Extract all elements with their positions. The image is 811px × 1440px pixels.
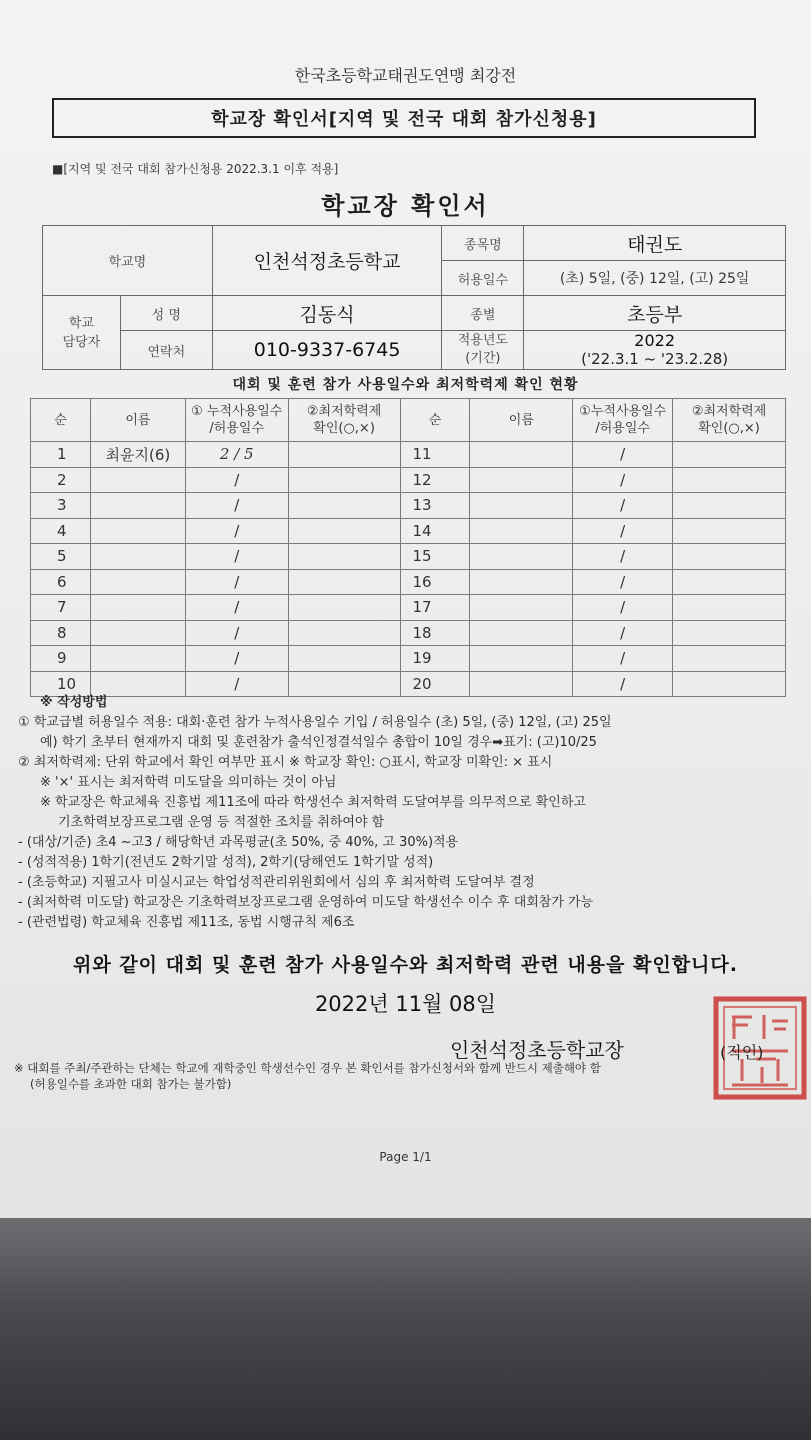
page-number: Page 1/1	[379, 1150, 432, 1164]
row-number-right: 20	[400, 671, 470, 697]
desk-surface	[0, 1218, 811, 1440]
days-used: /	[185, 646, 288, 672]
table-row	[31, 595, 786, 621]
event-value: 태권도	[524, 226, 786, 261]
header-grade: ②최저학력제 확인(○,×)	[288, 399, 400, 442]
row-number-right: 11	[400, 442, 470, 468]
student-name-right	[470, 442, 573, 468]
school-name: 인천석정초등학교	[212, 226, 442, 296]
row-number: 4	[31, 518, 91, 544]
grade-check-right	[673, 467, 786, 493]
grade-check-right	[673, 518, 786, 544]
student-name-right	[470, 544, 573, 570]
row-number: 5	[31, 544, 91, 570]
guide-detail-4: - (최저학력 미도달) 학교장은 기초학력보장프로그램 운영하여 미도달 학생선수 이수 후 대회참가 가능	[18, 895, 594, 910]
footnote-line-2: (허용일수를 초과한 대회 참가는 불가함)	[30, 1077, 232, 1091]
division-value: 초등부	[524, 296, 786, 331]
grade-check	[288, 467, 400, 493]
days-value: (초) 5일, (중) 12일, (고) 25일	[524, 261, 786, 296]
school-info-table	[42, 225, 786, 370]
days-used-right: /	[573, 671, 673, 697]
guide-note-1b: 예) 학기 초부터 현재까지 대회 및 훈련참가 출석인정결석일수 총합이 10일 경우➡표기: (고)10/25	[40, 735, 597, 750]
table-row	[31, 544, 786, 570]
student-name	[90, 518, 185, 544]
row-number: 3	[31, 493, 91, 519]
footnote-line-1: ※ 대회를 주최/주관하는 단체는 학교에 재학중인 학생선수인 경우 본 확인서를 참가신청서와 함께 반드시 제출해야 함	[14, 1061, 601, 1075]
roster-table	[30, 398, 786, 697]
roster-body	[31, 442, 786, 697]
header-no: 순	[31, 399, 91, 442]
guide-note-4a: ※ 학교장은 학교체육 진흥법 제11조에 따라 학생선수 최저학력 도달여부를 의무적으로 확인하고	[40, 795, 586, 810]
days-used: /	[185, 544, 288, 570]
guide-note-1a: ① 학교급별 허용일수 적용: 대회·훈련 참가 누적사용일수 기입 / 허용일수 (초) 5일, (중) 12일, (고) 25일	[18, 715, 612, 730]
grade-check	[288, 518, 400, 544]
grade-check-right	[673, 646, 786, 672]
student-name-right	[470, 620, 573, 646]
student-name	[90, 595, 185, 621]
apply-note: ■[지역 및 전국 대회 참가신청용 2022.3.1 이후 적용]	[52, 162, 339, 176]
table-row	[31, 442, 786, 468]
row-number: 6	[31, 569, 91, 595]
boxed-title	[52, 98, 756, 138]
principal-name: 인천석정초등학교장	[450, 1038, 624, 1062]
grade-check-right	[673, 620, 786, 646]
grade-check	[288, 544, 400, 570]
guide-note-4b: 기초학력보장프로그램 운영 등 적절한 조치를 취하여야 함	[58, 815, 385, 830]
student-name	[90, 646, 185, 672]
days-used-right: /	[573, 544, 673, 570]
student-name-right	[470, 467, 573, 493]
manager-label: 학교 담당자	[43, 296, 121, 370]
year-value: 2022	[634, 331, 675, 350]
contact-value: 010-9337-6745	[212, 331, 442, 370]
row-number-right: 12	[400, 467, 470, 493]
guide-heading: ※ 작성방법	[40, 695, 108, 710]
table-row	[31, 493, 786, 519]
days-used-right: /	[573, 646, 673, 672]
grade-check	[288, 442, 400, 468]
grade-check-right	[673, 442, 786, 468]
org-title: 한국초등학교태권도연맹 최강전	[294, 66, 517, 85]
table-row	[31, 569, 786, 595]
row-number: 10	[31, 671, 91, 697]
row-number-right: 19	[400, 646, 470, 672]
contact-label: 연락처	[120, 331, 212, 370]
footnote	[14, 1060, 601, 1092]
days-used-right: /	[573, 569, 673, 595]
grade-check-right	[673, 493, 786, 519]
year-cell	[524, 331, 786, 370]
division-label: 종별	[442, 296, 524, 331]
student-name	[90, 620, 185, 646]
main-title: 학교장 확인서	[321, 192, 490, 220]
days-used: 2 / 5	[185, 442, 288, 468]
guide-note-3: ※ '×' 표시는 최저학력 미도달을 의미하는 것이 아님	[40, 775, 337, 790]
guide-detail-5: - (관련법령) 학교체육 진흥법 제11조, 동법 시행규칙 제6조	[18, 915, 355, 930]
row-number: 9	[31, 646, 91, 672]
days-used-right: /	[573, 518, 673, 544]
school-label: 학교명	[43, 226, 213, 296]
row-number-right: 13	[400, 493, 470, 519]
days-used: /	[185, 569, 288, 595]
grade-check-right	[673, 595, 786, 621]
row-number: 2	[31, 467, 91, 493]
student-name	[90, 544, 185, 570]
days-used-right: /	[573, 442, 673, 468]
row-number: 7	[31, 595, 91, 621]
student-name-right	[470, 518, 573, 544]
writing-guide	[18, 693, 798, 933]
row-number-right: 16	[400, 569, 470, 595]
row-number: 8	[31, 620, 91, 646]
days-used: /	[185, 620, 288, 646]
manager-name: 김동식	[212, 296, 442, 331]
row-number-right: 18	[400, 620, 470, 646]
grade-check	[288, 595, 400, 621]
header-days: ① 누적사용일수 /허용일수	[185, 399, 288, 442]
days-used-right: /	[573, 595, 673, 621]
student-name	[90, 467, 185, 493]
days-used: /	[185, 671, 288, 697]
year-label: 적용년도 (기간)	[442, 331, 524, 370]
days-label: 허용일수	[442, 261, 524, 296]
student-name-right	[470, 646, 573, 672]
table-row	[31, 646, 786, 672]
confirm-statement: 위와 같이 대회 및 훈련 참가 사용일수와 최저학력 관련 내용을 확인합니다.	[73, 954, 738, 976]
grade-check	[288, 620, 400, 646]
boxed-title-text: 학교장 확인서[지역 및 전국 대회 참가신청용]	[211, 109, 597, 130]
days-used: /	[185, 518, 288, 544]
days-used-right: /	[573, 493, 673, 519]
header-name-right: 이름	[470, 399, 573, 442]
name-label: 성 명	[120, 296, 212, 331]
student-name-right	[470, 569, 573, 595]
table-row	[31, 467, 786, 493]
grade-check	[288, 569, 400, 595]
grade-check	[288, 646, 400, 672]
row-number-right: 15	[400, 544, 470, 570]
header-no-right: 순	[400, 399, 470, 442]
days-used: /	[185, 493, 288, 519]
roster-title: 대회 및 훈련 참가 사용일수와 최저학력제 확인 현황	[232, 377, 579, 393]
grade-check-right	[673, 569, 786, 595]
table-row	[31, 518, 786, 544]
row-number-right: 17	[400, 595, 470, 621]
student-name-right	[470, 595, 573, 621]
guide-detail-1: - (대상/기준) 초4 ~고3 / 해당학년 과목평균(초 50%, 중 40%, 고 30%)적용	[18, 835, 459, 850]
guide-note-2: ② 최저학력제: 단위 학교에서 확인 여부만 표시 ※ 학교장 확인: ○표시, 학교장 미확인: × 표시	[18, 755, 553, 770]
student-name	[90, 493, 185, 519]
days-used-right: /	[573, 620, 673, 646]
student-name	[90, 569, 185, 595]
seal-label: (직인)	[720, 1043, 764, 1062]
days-used: /	[185, 467, 288, 493]
grade-check-right	[673, 544, 786, 570]
header-name: 이름	[90, 399, 185, 442]
days-used-right: /	[573, 467, 673, 493]
grade-check	[288, 493, 400, 519]
table-row	[31, 620, 786, 646]
header-days-right: ①누적사용일수 /허용일수	[573, 399, 673, 442]
year-period: ('22.3.1 ~ '23.2.28)	[581, 350, 729, 368]
guide-detail-2: - (성적적용) 1학기(전년도 2학기말 성적), 2학기(당해연도 1학기말 성적)	[18, 855, 434, 870]
student-name-right	[470, 493, 573, 519]
student-name: 최윤지(6)	[90, 442, 185, 468]
guide-detail-3: - (초등학교) 지필고사 미실시교는 학업성적관리위원회에서 심의 후 최저학력 도달여부 결정	[18, 875, 535, 890]
days-used: /	[185, 595, 288, 621]
header-grade-right: ②최저학력제 확인(○,×)	[673, 399, 786, 442]
confirm-date: 2022년 11월 08일	[314, 992, 497, 1016]
row-number-right: 14	[400, 518, 470, 544]
event-label: 종목명	[442, 226, 524, 261]
row-number: 1	[31, 442, 91, 468]
